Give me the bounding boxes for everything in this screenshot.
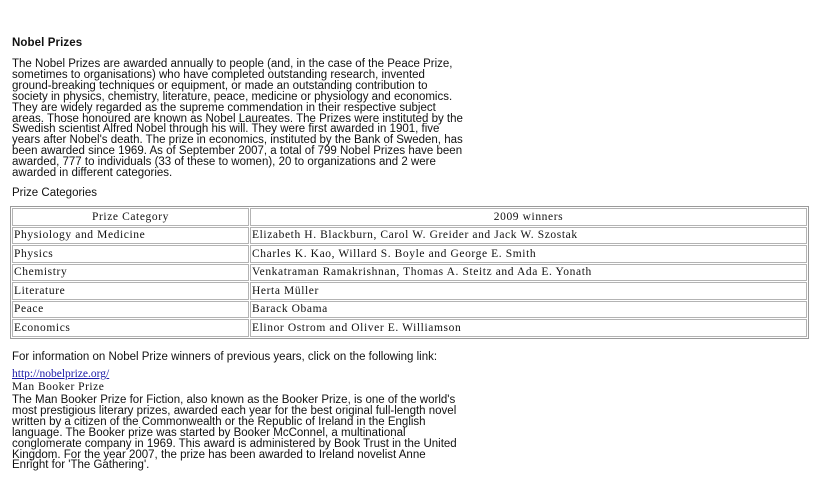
column-header-category: Prize Category (12, 208, 249, 226)
winners-cell: Elinor Ostrom and Oliver E. Williamson (250, 319, 807, 337)
category-cell: Physics (12, 245, 249, 263)
booker-line: conglomerate company in 1969. This award is administered by Book Trust in the United (12, 437, 457, 450)
table-row (12, 301, 807, 319)
intro-line: awarded in different categories. (12, 167, 173, 180)
table-row (12, 227, 807, 245)
intro-line: ground-breaking techniques or equipment, or made an outstanding contribution to (12, 79, 428, 92)
booker-paragraph (12, 395, 812, 471)
intro-line: sometimes to organisations) who have completed outstanding research, invented (12, 68, 425, 81)
table-row (12, 264, 807, 282)
category-cell: Literature (12, 282, 249, 300)
table-header-row (12, 208, 807, 226)
winners-cell: Barack Obama (250, 301, 807, 319)
winners-cell: Charles K. Kao, Willard S. Boyle and George E. Smith (250, 245, 807, 263)
booker-line: The Man Booker Prize for Fiction, also known as the Booker Prize, is one of the world's (12, 394, 456, 406)
winners-cell: Herta Müller (250, 282, 807, 300)
table-row (12, 319, 807, 337)
winners-cell: Elizabeth H. Blackburn, Carol W. Greider and Jack W. Szostak (250, 227, 807, 245)
intro-paragraph (12, 59, 812, 179)
booker-line: Kingdom. For the year 2007, the prize has been awarded to Ireland novelist Anne (12, 448, 426, 461)
winners-cell: Venkatraman Ramakrishnan, Thomas A. Steitz and Ada E. Yonath (250, 264, 807, 282)
intro-line: areas. Those honoured are known as Nobel Laureates. The Prizes were instituted by the (12, 112, 463, 125)
category-cell: Chemistry (12, 264, 249, 282)
booker-line: Enright for 'The Gathering'. (12, 459, 150, 472)
table-row (12, 245, 807, 263)
table-row (12, 282, 807, 300)
intro-line: society in physics, chemistry, literature, peace, medicine or physiology and economics. (12, 90, 453, 103)
category-cell: Physiology and Medicine (12, 227, 249, 245)
booker-line: written by a citizen of the Commonwealth or the Republic of Ireland in the English (12, 415, 426, 428)
intro-line: awarded, 777 to individuals (33 of these to women), 20 to organizations and 2 were (12, 156, 436, 169)
page-title: Nobel Prizes (12, 37, 83, 49)
prize-winners-table (10, 206, 809, 339)
category-cell: Economics (12, 319, 249, 337)
intro-line: Swedish scientist Alfred Nobel through his will. They were first awarded in 1901, five (12, 123, 440, 136)
booker-line: most prestigious literary prizes, awarded each year for the best original full-length novel (12, 404, 457, 417)
booker-line: language. The Booker prize was started by Booker McConnel, a multinational (12, 426, 406, 439)
intro-line: been awarded since 1969. As of September 2007, a total of 799 Nobel Prizes have been (12, 145, 463, 158)
nobelprize-link[interactable]: http://nobelprize.org/ (12, 368, 110, 380)
booker-prize-heading: Man Booker Prize (12, 381, 105, 393)
category-cell: Peace (12, 301, 249, 319)
intro-line: They are widely regarded as the supreme commendation in their respective subject (12, 101, 436, 114)
intro-line: The Nobel Prizes are awarded annually to people (and, in the case of the Peace Prize, (12, 58, 453, 70)
prize-categories-label: Prize Categories (12, 187, 98, 199)
intro-line: years after Nobel's death. The prize in economics, instituted by the Bank of Sweden, has (12, 134, 463, 147)
info-text: For information on Nobel Prize winners of previous years, click on the following link: (12, 351, 438, 363)
column-header-winners: 2009 winners (250, 208, 807, 226)
